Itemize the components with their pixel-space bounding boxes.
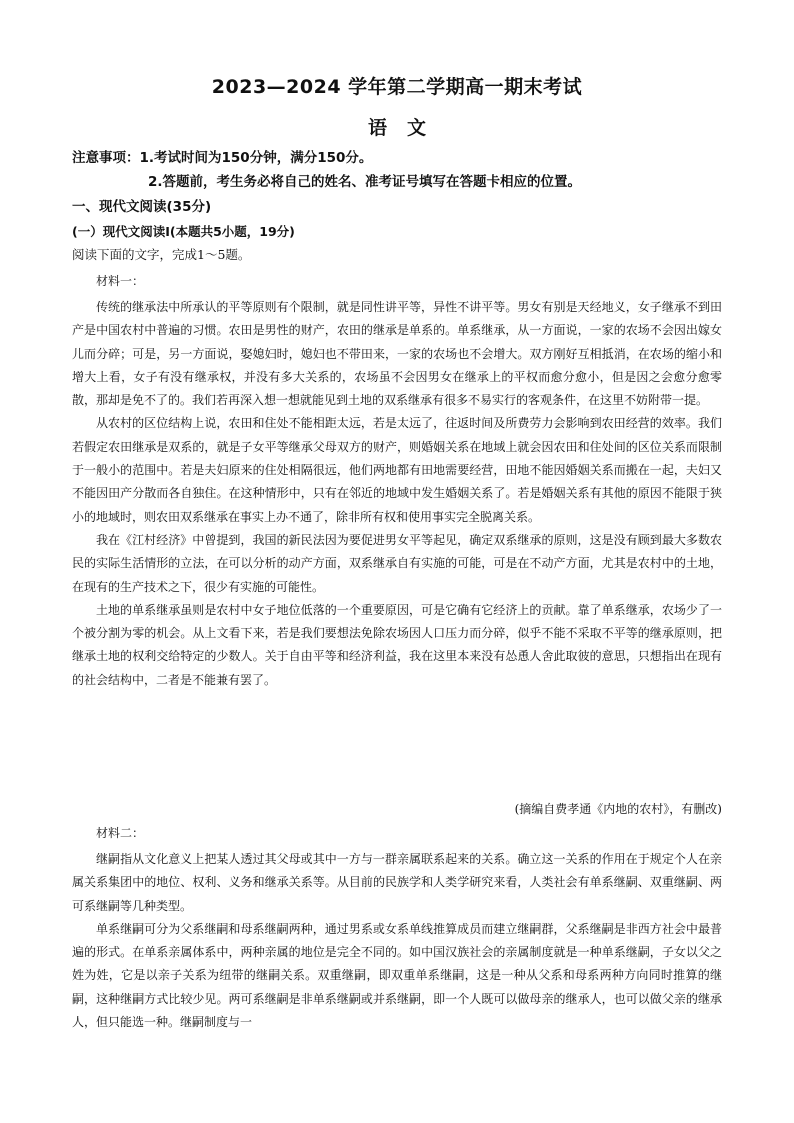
material-1-source: (摘编自费孝通《内地的农村》，有删改) [514,802,722,816]
material-2-body [72,848,722,1034]
material-1-paragraph: 从农村的区位结构上说，农田和住处不能相距太远，若是太远了，往返时间及所费劳力会影响到农田经营的效率。我们若假定农田继承是双系的，就是子女平等继承父母双方的财产，则婚姻关系在地域上就会因农田和住处间的区位关系而限制于一般小的范围中。若是夫妇原来的住处相隔很远，他们两地都有田地需要经营，田地不能因婚姻关系而搬在一起，夫妇又不能因田产分散而各自独住。在这种情形中，只有在邻近的地域中发生婚姻关系了。若是婚姻关系有其他的原因不能限于狭小的地域时，则农田双系继承在事实上办不通了，除非所有权和使用事实完全脱离关系。 [72,416,722,524]
notice-item-1: 1.考试时间为150分钟，满分150分。 [139,150,373,166]
section-heading: 一、现代文阅读(35分) [72,199,212,215]
material-1-paragraph: 我在《江村经济》中曾提到，我国的新民法因为要促进男女平等起见，确定双系继承的原则，这是没有顾到最大多数农民的实际生活情形的立法，在可以分析的动产方面，双系继承自有实施的可能，可是在不动产方面，尤其是农村中的土地，在现有的生产技术之下，很少有实施的可能性。 [72,532,722,594]
exam-title: 2023—2024 学年第二学期高一期末考试 [211,76,583,98]
subject-title: 语文 [367,117,446,139]
reading-instruction: 阅读下面的文字，完成1～5题。 [72,247,251,262]
material-1-paragraph: 传统的继承法中所承认的平等原则有个限制，就是同性讲平等，异性不讲平等。男女有别是天经地义，女子继承不到田产是中国农村中普遍的习惯。农田是男性的财产，农田的继承是单系的。单系继承，从一方面说，一家的农场不会因出嫁女儿而分碎；可是，另一方面说，娶媳妇时，媳妇也不带田来，一家的农场也不会增大。双方刚好互相抵消，在农场的缩小和增大上看，女子有没有继承权，并没有多大关系的，农场虽不会因男女在继承上的平权而愈分愈小，但是因之会愈分愈零散，那却是免不了的。我们若再深入想一想就能见到土地的双系继承有很多不易实行的客观条件，在这里不妨附带一提。 [72,300,722,408]
material-2-paragraph: 继嗣指从文化意义上把某人透过其父母或其中一方与一群亲属联系起来的关系。确立这一关系的作用在于规定个人在亲属关系集团中的地位、权利、义务和继承关系等。从目前的民族学和人类学研究来看，人类社会有单系继嗣、双重继嗣、两可系继嗣等几种类型。 [72,852,722,913]
material-1-body [72,296,722,692]
material-2-label: 材料二： [96,826,145,840]
notice-line-1 [72,148,752,168]
material-2-paragraph: 单系继嗣可分为父系继嗣和母系继嗣两种，通过男系或女系单线推算成员而建立继嗣群，父系继嗣是非西方社会中最普遍的形式。在单系亲属体系中，两种亲属的地位是完全不同的。如中国汉族社会的亲属制度就是一种单系继嗣，子女以父之姓为姓，它是以亲子关系为纽带的继嗣关系。双重继嗣，即双重单系继嗣，这是一种从父系和母系两种方向同时推算的继嗣，这种继嗣方式比较少见。两可系继嗣是非单系继嗣或并系继嗣，即一个人既可以做母亲的继承人，也可以做父亲的继承人，但只能选一种。继嗣制度与一 [72,921,722,1030]
material-1-label: 材料一： [96,274,145,288]
section-subheading: (一）现代文阅读Ⅰ(本题共5小题，19分) [72,224,295,239]
notice-item-2: 2.答题前，考生务必将自己的姓名、准考证号填写在答题卡相应的位置。 [148,174,582,190]
notice-label: 注意事项： [72,150,140,166]
material-1-paragraph: 土地的单系继承虽则是农村中女子地位低落的一个重要原因，可是它确有它经济上的贡献。靠了单系继承，农场少了一个被分割为零的机会。从上文看下来，若是我们要想法免除农场因人口压力而分碎，似乎不能不采取不平等的继承原则，把继承土地的权利交给特定的少数人。关于自由平等和经济利益，我在这里本来没有怂恿人舍此取彼的意思，只想指出在现有的社会结构中，二者是不能兼有罢了。 [72,602,722,687]
